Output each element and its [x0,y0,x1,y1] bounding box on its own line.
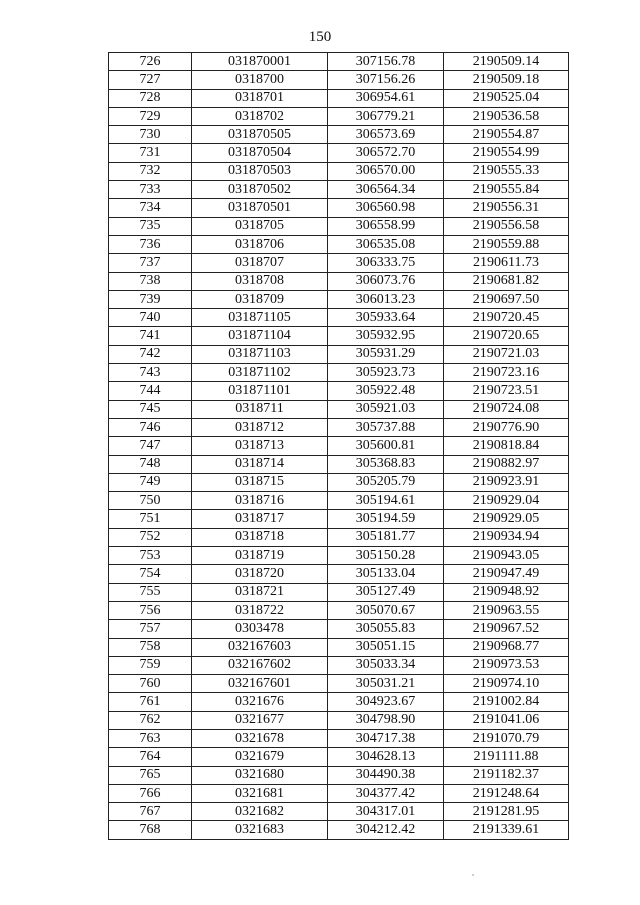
x-coordinate-cell: 305931.29 [328,345,444,363]
y-coordinate-cell: 2190963.55 [444,601,569,619]
y-coordinate-cell: 2191002.84 [444,693,569,711]
point-id-cell: 0318721 [192,583,328,601]
y-coordinate-cell: 2190697.50 [444,290,569,308]
y-coordinate-cell: 2190967.52 [444,620,569,638]
x-coordinate-cell: 306564.34 [328,181,444,199]
table-row [109,235,569,253]
row-number-cell: 751 [109,510,192,528]
point-id-cell: 0318714 [192,455,328,473]
row-number-cell: 763 [109,729,192,747]
row-number-cell: 759 [109,656,192,674]
x-coordinate-cell: 305205.79 [328,473,444,491]
point-id-cell: 0318707 [192,254,328,272]
x-coordinate-cell: 306073.76 [328,272,444,290]
x-coordinate-cell: 305070.67 [328,601,444,619]
row-number-cell: 729 [109,107,192,125]
y-coordinate-cell: 2190611.73 [444,254,569,272]
row-number-cell: 760 [109,675,192,693]
point-id-cell: 0318712 [192,418,328,436]
x-coordinate-cell: 307156.78 [328,53,444,71]
y-coordinate-cell: 2190556.58 [444,217,569,235]
point-id-cell: 031871104 [192,327,328,345]
row-number-cell: 740 [109,309,192,327]
point-id-cell: 0318709 [192,290,328,308]
x-coordinate-cell: 305932.95 [328,327,444,345]
row-number-cell: 748 [109,455,192,473]
table-row [109,620,569,638]
y-coordinate-cell: 2190776.90 [444,418,569,436]
point-id-cell: 0321680 [192,766,328,784]
row-number-cell: 767 [109,803,192,821]
table-row [109,144,569,162]
table-row [109,656,569,674]
y-coordinate-cell: 2190720.65 [444,327,569,345]
y-coordinate-cell: 2190723.16 [444,364,569,382]
x-coordinate-cell: 304628.13 [328,748,444,766]
table-row [109,53,569,71]
x-coordinate-cell: 306558.99 [328,217,444,235]
row-number-cell: 761 [109,693,192,711]
point-id-cell: 0318705 [192,217,328,235]
x-coordinate-cell: 306779.21 [328,107,444,125]
table-row [109,290,569,308]
x-coordinate-cell: 304317.01 [328,803,444,821]
table-row [109,675,569,693]
y-coordinate-cell: 2190536.58 [444,107,569,125]
x-coordinate-cell: 305133.04 [328,565,444,583]
y-coordinate-cell: 2190968.77 [444,638,569,656]
scan-speck [472,874,474,876]
y-coordinate-cell: 2191182.37 [444,766,569,784]
y-coordinate-cell: 2190509.18 [444,71,569,89]
y-coordinate-cell: 2190943.05 [444,547,569,565]
x-coordinate-cell: 305055.83 [328,620,444,638]
y-coordinate-cell: 2190721.03 [444,345,569,363]
row-number-cell: 728 [109,89,192,107]
y-coordinate-cell: 2190947.49 [444,565,569,583]
x-coordinate-cell: 304923.67 [328,693,444,711]
point-id-cell: 0321676 [192,693,328,711]
row-number-cell: 752 [109,528,192,546]
x-coordinate-cell: 305051.15 [328,638,444,656]
row-number-cell: 764 [109,748,192,766]
x-coordinate-cell: 305737.88 [328,418,444,436]
table-row [109,547,569,565]
table-row [109,437,569,455]
row-number-cell: 750 [109,492,192,510]
x-coordinate-cell: 306013.23 [328,290,444,308]
point-id-cell: 032167602 [192,656,328,674]
y-coordinate-cell: 2190923.91 [444,473,569,491]
table-row [109,803,569,821]
x-coordinate-cell: 305923.73 [328,364,444,382]
table-row [109,729,569,747]
row-number-cell: 732 [109,162,192,180]
table-row [109,601,569,619]
table-row [109,492,569,510]
x-coordinate-cell: 305127.49 [328,583,444,601]
row-number-cell: 744 [109,382,192,400]
row-number-cell: 745 [109,400,192,418]
table-row [109,528,569,546]
row-number-cell: 734 [109,199,192,217]
point-id-cell: 0321682 [192,803,328,821]
y-coordinate-cell: 2190509.14 [444,53,569,71]
x-coordinate-cell: 306560.98 [328,199,444,217]
table-row [109,162,569,180]
row-number-cell: 731 [109,144,192,162]
y-coordinate-cell: 2190525.04 [444,89,569,107]
row-number-cell: 756 [109,601,192,619]
row-number-cell: 757 [109,620,192,638]
x-coordinate-cell: 304798.90 [328,711,444,729]
y-coordinate-cell: 2190974.10 [444,675,569,693]
point-id-cell: 031871102 [192,364,328,382]
point-id-cell: 031870502 [192,181,328,199]
table-row [109,473,569,491]
row-number-cell: 736 [109,235,192,253]
point-id-cell: 0318701 [192,89,328,107]
table-row [109,327,569,345]
table-row [109,364,569,382]
point-id-cell: 031870501 [192,199,328,217]
row-number-cell: 765 [109,766,192,784]
x-coordinate-cell: 304717.38 [328,729,444,747]
point-id-cell: 031871105 [192,309,328,327]
x-coordinate-cell: 305368.83 [328,455,444,473]
x-coordinate-cell: 306954.61 [328,89,444,107]
x-coordinate-cell: 305150.28 [328,547,444,565]
point-id-cell: 0318702 [192,107,328,125]
table-row [109,382,569,400]
x-coordinate-cell: 304212.42 [328,821,444,839]
point-id-cell: 0303478 [192,620,328,638]
x-coordinate-cell: 306572.70 [328,144,444,162]
point-id-cell: 0321678 [192,729,328,747]
table-row [109,766,569,784]
point-id-cell: 031870503 [192,162,328,180]
y-coordinate-cell: 2190556.31 [444,199,569,217]
point-id-cell: 032167603 [192,638,328,656]
table-row [109,217,569,235]
y-coordinate-cell: 2190555.33 [444,162,569,180]
table-row [109,418,569,436]
x-coordinate-cell: 305031.21 [328,675,444,693]
table-row [109,711,569,729]
x-coordinate-cell: 306333.75 [328,254,444,272]
y-coordinate-cell: 2190681.82 [444,272,569,290]
y-coordinate-cell: 2190929.05 [444,510,569,528]
table-row [109,510,569,528]
row-number-cell: 739 [109,290,192,308]
table-body [109,53,569,840]
page-number: 150 [308,29,332,45]
row-number-cell: 766 [109,784,192,802]
table-row [109,583,569,601]
y-coordinate-cell: 2190973.53 [444,656,569,674]
y-coordinate-cell: 2191070.79 [444,729,569,747]
row-number-cell: 726 [109,53,192,71]
point-id-cell: 0318719 [192,547,328,565]
point-id-cell: 031870001 [192,53,328,71]
table-row [109,400,569,418]
x-coordinate-cell: 304377.42 [328,784,444,802]
row-number-cell: 753 [109,547,192,565]
point-id-cell: 0318711 [192,400,328,418]
x-coordinate-cell: 305600.81 [328,437,444,455]
x-coordinate-cell: 306535.08 [328,235,444,253]
point-id-cell: 0318722 [192,601,328,619]
row-number-cell: 768 [109,821,192,839]
point-id-cell: 0318715 [192,473,328,491]
row-number-cell: 746 [109,418,192,436]
table-row [109,821,569,839]
table-row [109,309,569,327]
point-id-cell: 031870504 [192,144,328,162]
x-coordinate-cell: 305181.77 [328,528,444,546]
row-number-cell: 754 [109,565,192,583]
y-coordinate-cell: 2190818.84 [444,437,569,455]
x-coordinate-cell: 306573.69 [328,126,444,144]
point-id-cell: 032167601 [192,675,328,693]
x-coordinate-cell: 305033.34 [328,656,444,674]
y-coordinate-cell: 2190720.45 [444,309,569,327]
y-coordinate-cell: 2191041.06 [444,711,569,729]
table-row [109,199,569,217]
y-coordinate-cell: 2191248.64 [444,784,569,802]
point-id-cell: 031870505 [192,126,328,144]
row-number-cell: 735 [109,217,192,235]
point-id-cell: 0318717 [192,510,328,528]
x-coordinate-cell: 307156.26 [328,71,444,89]
x-coordinate-cell: 305933.64 [328,309,444,327]
y-coordinate-cell: 2191281.95 [444,803,569,821]
point-id-cell: 0318716 [192,492,328,510]
row-number-cell: 747 [109,437,192,455]
row-number-cell: 755 [109,583,192,601]
coordinates-table [108,52,569,840]
row-number-cell: 741 [109,327,192,345]
table-row [109,455,569,473]
row-number-cell: 738 [109,272,192,290]
point-id-cell: 031871101 [192,382,328,400]
y-coordinate-cell: 2190882.97 [444,455,569,473]
point-id-cell: 0318706 [192,235,328,253]
x-coordinate-cell: 305194.59 [328,510,444,528]
y-coordinate-cell: 2190948.92 [444,583,569,601]
table-row [109,693,569,711]
table-row [109,254,569,272]
x-coordinate-cell: 305194.61 [328,492,444,510]
y-coordinate-cell: 2191339.61 [444,821,569,839]
row-number-cell: 762 [109,711,192,729]
row-number-cell: 737 [109,254,192,272]
y-coordinate-cell: 2190723.51 [444,382,569,400]
y-coordinate-cell: 2190554.87 [444,126,569,144]
point-id-cell: 0318708 [192,272,328,290]
point-id-cell: 0318720 [192,565,328,583]
y-coordinate-cell: 2190929.04 [444,492,569,510]
point-id-cell: 0321677 [192,711,328,729]
y-coordinate-cell: 2190934.94 [444,528,569,546]
row-number-cell: 742 [109,345,192,363]
table-row [109,565,569,583]
row-number-cell: 743 [109,364,192,382]
y-coordinate-cell: 2190559.88 [444,235,569,253]
row-number-cell: 758 [109,638,192,656]
x-coordinate-cell: 304490.38 [328,766,444,784]
table-row [109,272,569,290]
table-row [109,784,569,802]
point-id-cell: 0321679 [192,748,328,766]
row-number-cell: 730 [109,126,192,144]
table-row [109,748,569,766]
row-number-cell: 727 [109,71,192,89]
point-id-cell: 0321683 [192,821,328,839]
row-number-cell: 749 [109,473,192,491]
table-row [109,71,569,89]
point-id-cell: 0318718 [192,528,328,546]
table-row [109,126,569,144]
y-coordinate-cell: 2190554.99 [444,144,569,162]
point-id-cell: 031871103 [192,345,328,363]
x-coordinate-cell: 305921.03 [328,400,444,418]
table-row [109,107,569,125]
table-row [109,89,569,107]
y-coordinate-cell: 2190724.08 [444,400,569,418]
y-coordinate-cell: 2191111.88 [444,748,569,766]
table-row [109,345,569,363]
table-row [109,181,569,199]
point-id-cell: 0318713 [192,437,328,455]
y-coordinate-cell: 2190555.84 [444,181,569,199]
point-id-cell: 0321681 [192,784,328,802]
table-row [109,638,569,656]
point-id-cell: 0318700 [192,71,328,89]
row-number-cell: 733 [109,181,192,199]
x-coordinate-cell: 305922.48 [328,382,444,400]
x-coordinate-cell: 306570.00 [328,162,444,180]
